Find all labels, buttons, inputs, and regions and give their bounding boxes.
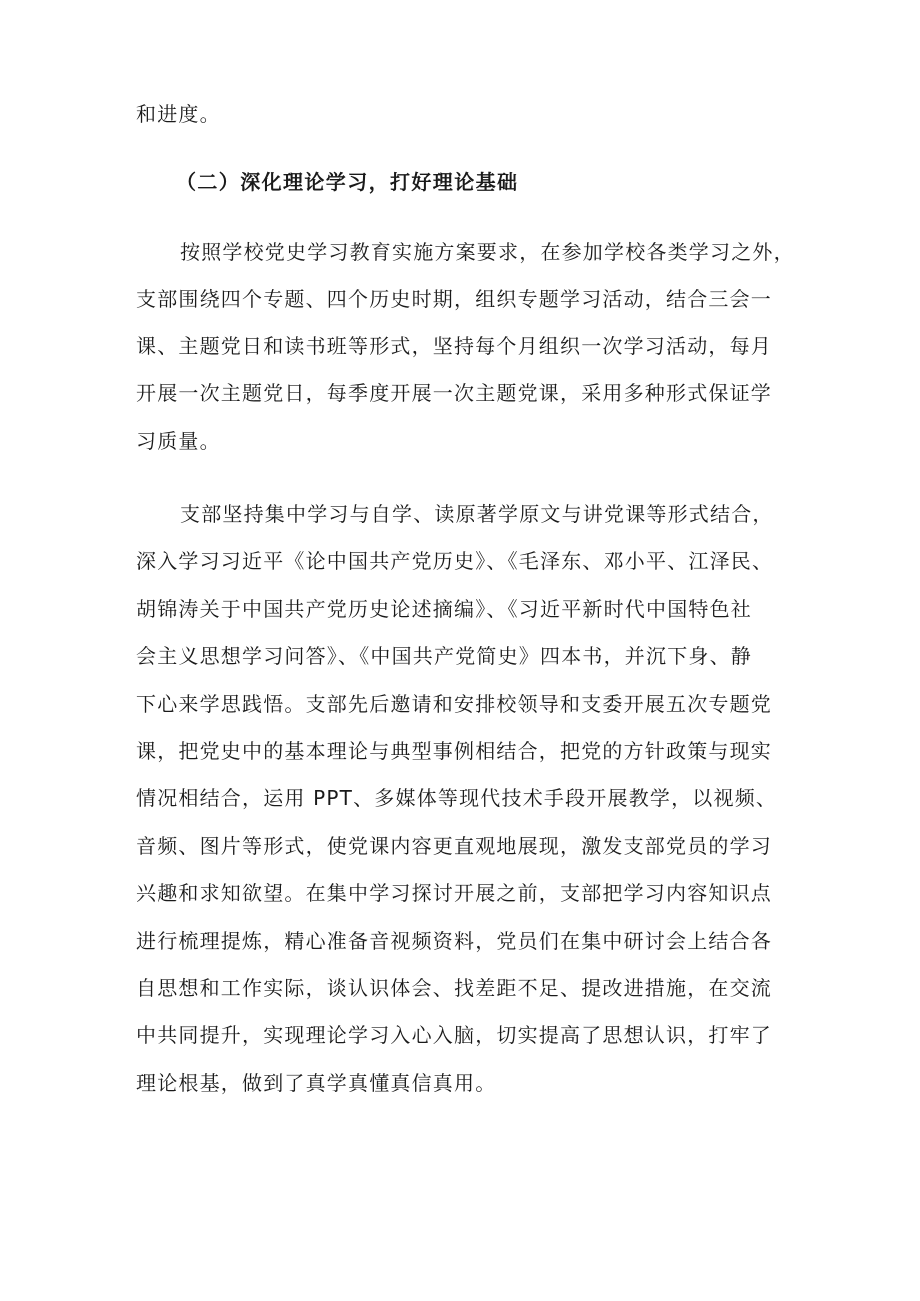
paragraph-line: 支部围绕四个专题、四个历史时期，组织专题学习活动，结合三会一 — [136, 287, 772, 311]
paragraph-line: 习质量。 — [136, 429, 221, 453]
paragraph-line: 自思想和工作实际，谈认识体会、找差距不足、提改进措施，在交流 — [136, 976, 772, 1000]
paragraph-line: 进行梳理提炼，精心准备音视频资料，党员们在集中研讨会上结合各 — [136, 929, 772, 953]
continuation-text: 和进度。 — [136, 102, 221, 126]
paragraph-line: 中共同提升，实现理论学习入心入脑，切实提高了思想认识，打牢了 — [136, 1023, 772, 1047]
paragraph-line: 深入学习习近平《论中国共产党历史》、《毛泽东、邓小平、江泽民、 — [136, 549, 774, 573]
paragraph-line: 音频、图片等形式，使党课内容更直观地展现，激发支部党员的学习 — [136, 834, 772, 858]
paragraph-line: 课、主题党日和读书班等形式，坚持每个月组织一次学习活动，每月 — [136, 334, 772, 358]
paragraph-line: 情况相结合，运用 PPT、多媒体等现代技术手段开展教学，以视频、 — [136, 786, 778, 810]
paragraph-line: 兴趣和求知欲望。在集中学习探讨开展之前，支部把学习内容知识点 — [136, 881, 772, 905]
section-heading: （二）深化理论学习，打好理论基础 — [176, 170, 519, 194]
paragraph-line: 会主义思想学习问答》、《中国共产党简史》四本书，并沉下身、静 — [136, 644, 752, 668]
paragraph-line: 支部坚持集中学习与自学、读原著学原文与讲党课等形式结合， — [180, 502, 774, 526]
paragraph-line: 按照学校党史学习教育实施方案要求，在参加学校各类学习之外， — [180, 240, 795, 264]
paragraph-line: 胡锦涛关于中国共产党历史论述摘编》、《习近平新时代中国特色社 — [136, 597, 752, 621]
paragraph-line: 课，把党史中的基本理论与典型事例相结合，把党的方针政策与现实 — [136, 739, 772, 763]
paragraph-line: 理论根基，做到了真学真懂真信真用。 — [136, 1071, 497, 1095]
paragraph-line: 下心来学思践悟。支部先后邀请和安排校领导和支委开展五次专题党 — [136, 692, 772, 716]
paragraph-line: 开展一次主题党日，每季度开展一次主题党课，采用多种形式保证学 — [136, 381, 772, 405]
